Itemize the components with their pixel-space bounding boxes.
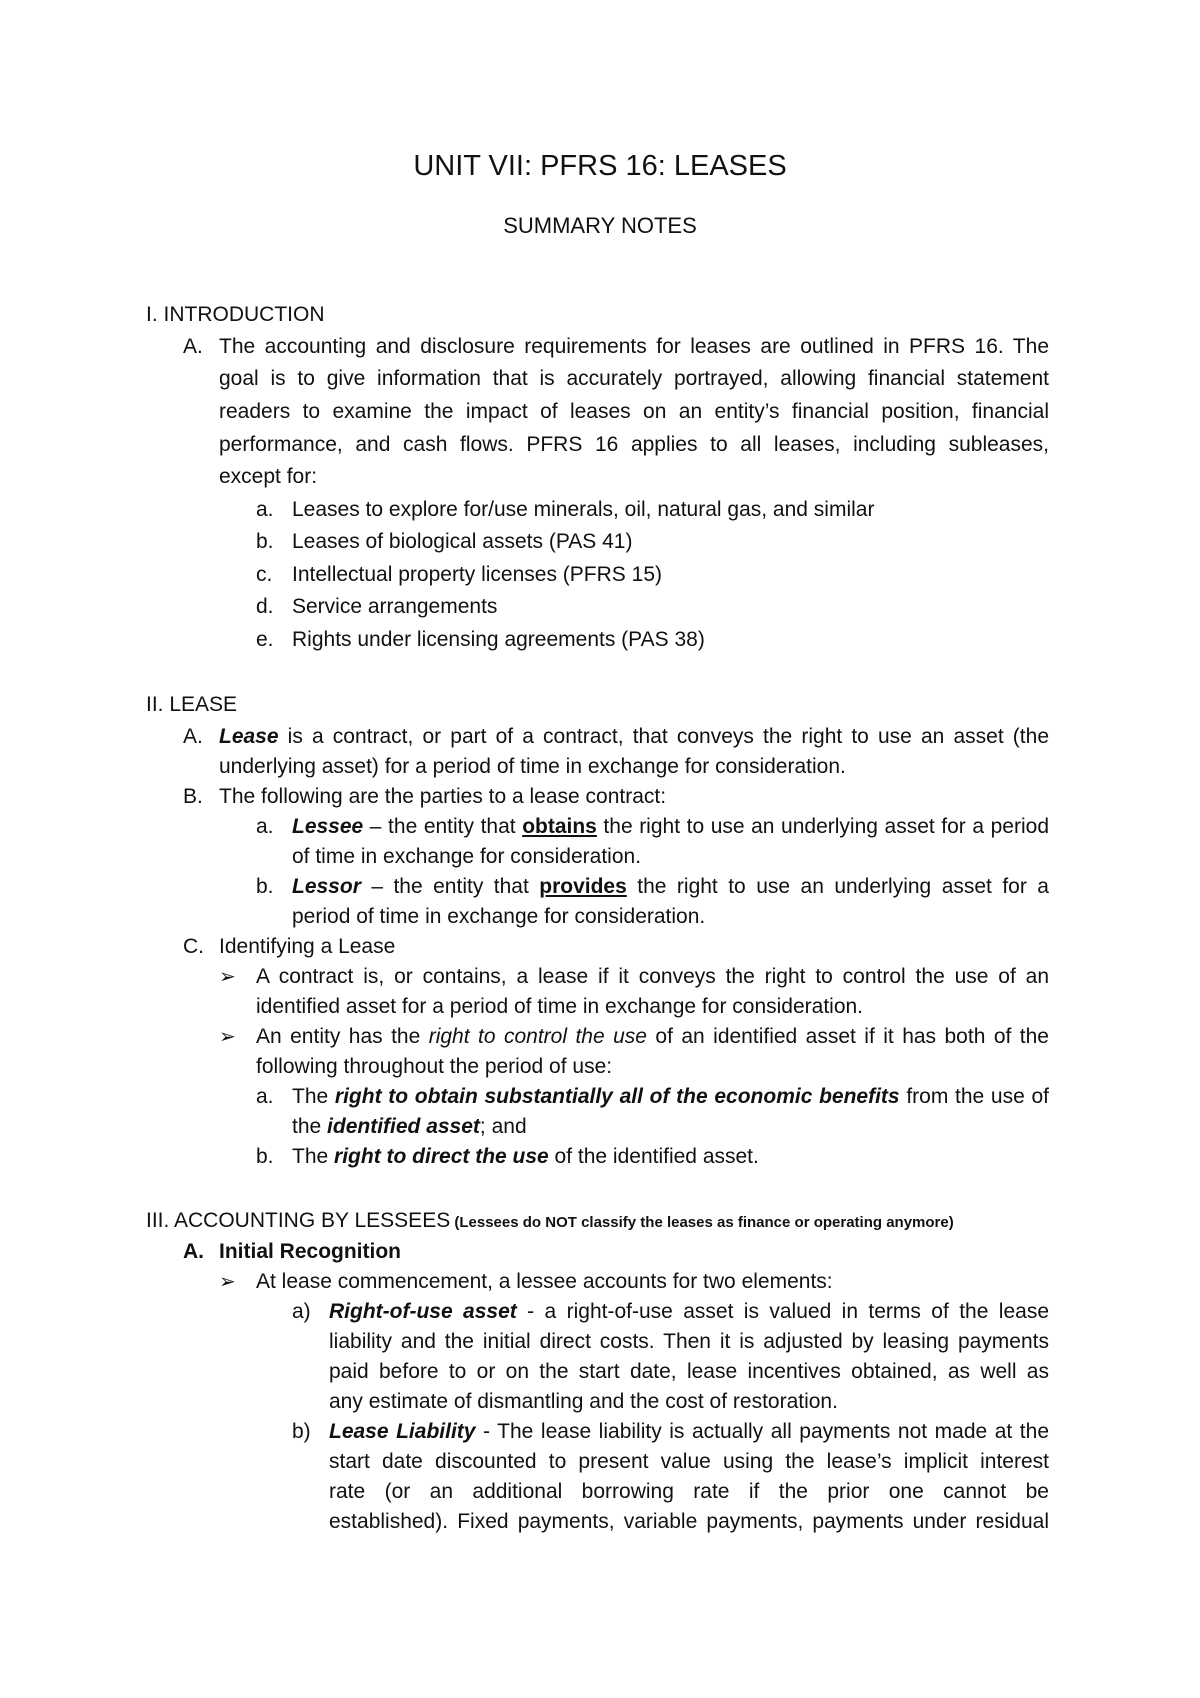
page-title: UNIT VII: PFRS 16: LEASES — [413, 150, 787, 182]
arrow-bullet-icon: ➢ — [219, 1026, 236, 1048]
list-label: a. — [256, 498, 274, 521]
list-label: b. — [256, 530, 274, 553]
phrase-identified-asset: identified asset — [327, 1115, 480, 1138]
paragraph-line: goal is to give information that is accurately portrayed, allowing financial statement — [219, 367, 1049, 390]
text-span: - a right-of-use asset is valued in terms of the lease — [516, 1300, 1049, 1323]
term-lease: Lease — [219, 725, 279, 748]
section-heading-lease: II. LEASE — [146, 693, 238, 716]
arrow-bullet-icon: ➢ — [219, 1271, 236, 1293]
list-label: e. — [256, 628, 274, 651]
text-span: of the identified asset. — [548, 1145, 759, 1168]
heading-text: III. ACCOUNTING BY LESSEES — [146, 1209, 451, 1232]
text-span: The — [292, 1145, 335, 1168]
phrase-economic-benefits: right to obtain substantially all of the economic benefits — [334, 1085, 900, 1108]
text-span: of an identified asset if it has both of the — [646, 1025, 1049, 1048]
paragraph-line: except for: — [219, 465, 318, 488]
paragraph-line: underlying asset) for a period of time in exchange for consideration. — [219, 755, 846, 778]
paragraph-line — [329, 1418, 1049, 1446]
list-label: A. — [183, 725, 203, 748]
paragraph-line: Identifying a Lease — [219, 935, 396, 958]
phrase-right-to-control: right to control the use — [428, 1025, 647, 1048]
list-item: Service arrangements — [292, 595, 498, 618]
paragraph-line: any estimate of dismantling and the cost of restoration. — [329, 1390, 838, 1413]
list-label: A. — [183, 1240, 204, 1263]
text-span: – the entity that — [363, 815, 523, 838]
paragraph-line — [256, 1023, 1049, 1051]
list-label: b. — [256, 1145, 274, 1168]
paragraph-line — [292, 1083, 1049, 1111]
paragraph-line: readers to examine the impact of leases on an entity’s financial position, financial — [219, 400, 1049, 423]
keyword-obtains: obtains — [522, 815, 597, 838]
text-span: the right to use an underlying asset for a period — [596, 815, 1049, 838]
paragraph-line — [292, 813, 1049, 841]
page-subtitle: SUMMARY NOTES — [503, 213, 697, 238]
paragraph-line: rate (or an additional borrowing rate if the prior one cannot be — [329, 1480, 1049, 1503]
paragraph-line: liability and the initial direct costs. Then it is adjusted by leasing payments — [329, 1330, 1049, 1353]
text-span: is a contract, or part of a contract, that conveys the right to use an asset (the — [278, 725, 1049, 748]
text-span: An entity has the — [256, 1025, 429, 1048]
term-lessee: Lessee — [292, 815, 364, 838]
paragraph-line: performance, and cash flows. PFRS 16 applies to all leases, including subleases, — [219, 433, 1049, 456]
paragraph-line: The accounting and disclosure requirements for leases are outlined in PFRS 16. The — [219, 335, 1049, 358]
list-label: a) — [292, 1300, 311, 1323]
paragraph-line — [219, 723, 1049, 751]
phrase-direct-use: right to direct the use — [334, 1145, 549, 1168]
arrow-bullet-icon: ➢ — [219, 966, 236, 988]
paragraph-line: The following are the parties to a lease contract: — [219, 785, 667, 808]
paragraph-line — [292, 1143, 759, 1171]
text-span: the right to use an underlying asset for a — [626, 875, 1049, 898]
paragraph-line — [329, 1298, 1049, 1326]
term-lease-liability: Lease Liability — [329, 1420, 476, 1443]
term-lessor: Lessor — [292, 875, 361, 898]
text-span: – the entity that — [360, 875, 540, 898]
list-label: a. — [256, 1085, 274, 1108]
paragraph-line: period of time in exchange for consideration. — [292, 905, 706, 928]
paragraph-line: paid before to or on the start date, lease incentives obtained, as well as — [329, 1360, 1049, 1383]
list-label: a. — [256, 815, 274, 838]
paragraph-line: start date discounted to present value using the lease’s implicit interest — [329, 1450, 1049, 1473]
term-right-of-use-asset: Right-of-use asset — [329, 1300, 517, 1323]
paragraph-line: following throughout the period of use: — [256, 1055, 613, 1078]
paragraph-line: identified asset for a period of time in exchange for consideration. — [256, 995, 864, 1018]
paragraph-line: At lease commencement, a lessee accounts for two elements: — [256, 1270, 833, 1293]
text-span: from the use of — [899, 1085, 1049, 1108]
text-span: ; and — [479, 1115, 527, 1138]
text-span: - The lease liability is actually all payments not made at the — [475, 1420, 1049, 1443]
list-label: c. — [256, 563, 273, 586]
section-heading-introduction: I. INTRODUCTION — [146, 303, 325, 326]
list-label: C. — [183, 935, 204, 958]
list-item: Leases of biological assets (PAS 41) — [292, 530, 633, 553]
paragraph-line: established). Fixed payments, variable payments, payments under residual — [329, 1510, 1049, 1533]
list-item: Intellectual property licenses (PFRS 15) — [292, 563, 662, 586]
paragraph-line — [292, 1113, 527, 1141]
paragraph-line: of time in exchange for consideration. — [292, 845, 642, 868]
paragraph-line: A contract is, or contains, a lease if it conveys the right to control the use of an — [256, 965, 1049, 988]
list-label: B. — [183, 785, 203, 808]
keyword-provides: provides — [539, 875, 627, 898]
list-label: A. — [183, 335, 203, 358]
list-item: Leases to explore for/use minerals, oil, natural gas, and similar — [292, 498, 875, 521]
list-label: b) — [292, 1420, 311, 1443]
list-label: d. — [256, 595, 274, 618]
text-span: The — [292, 1085, 335, 1108]
subheading-initial-recognition: Initial Recognition — [219, 1240, 401, 1263]
text-span: the — [292, 1115, 328, 1138]
section-note: (Lessees do NOT classify the leases as finance or operating anymore) — [450, 1214, 954, 1231]
paragraph-line — [292, 873, 1049, 901]
list-label: b. — [256, 875, 274, 898]
section-heading-lessees — [146, 1207, 954, 1237]
list-item: Rights under licensing agreements (PAS 38) — [292, 628, 705, 651]
